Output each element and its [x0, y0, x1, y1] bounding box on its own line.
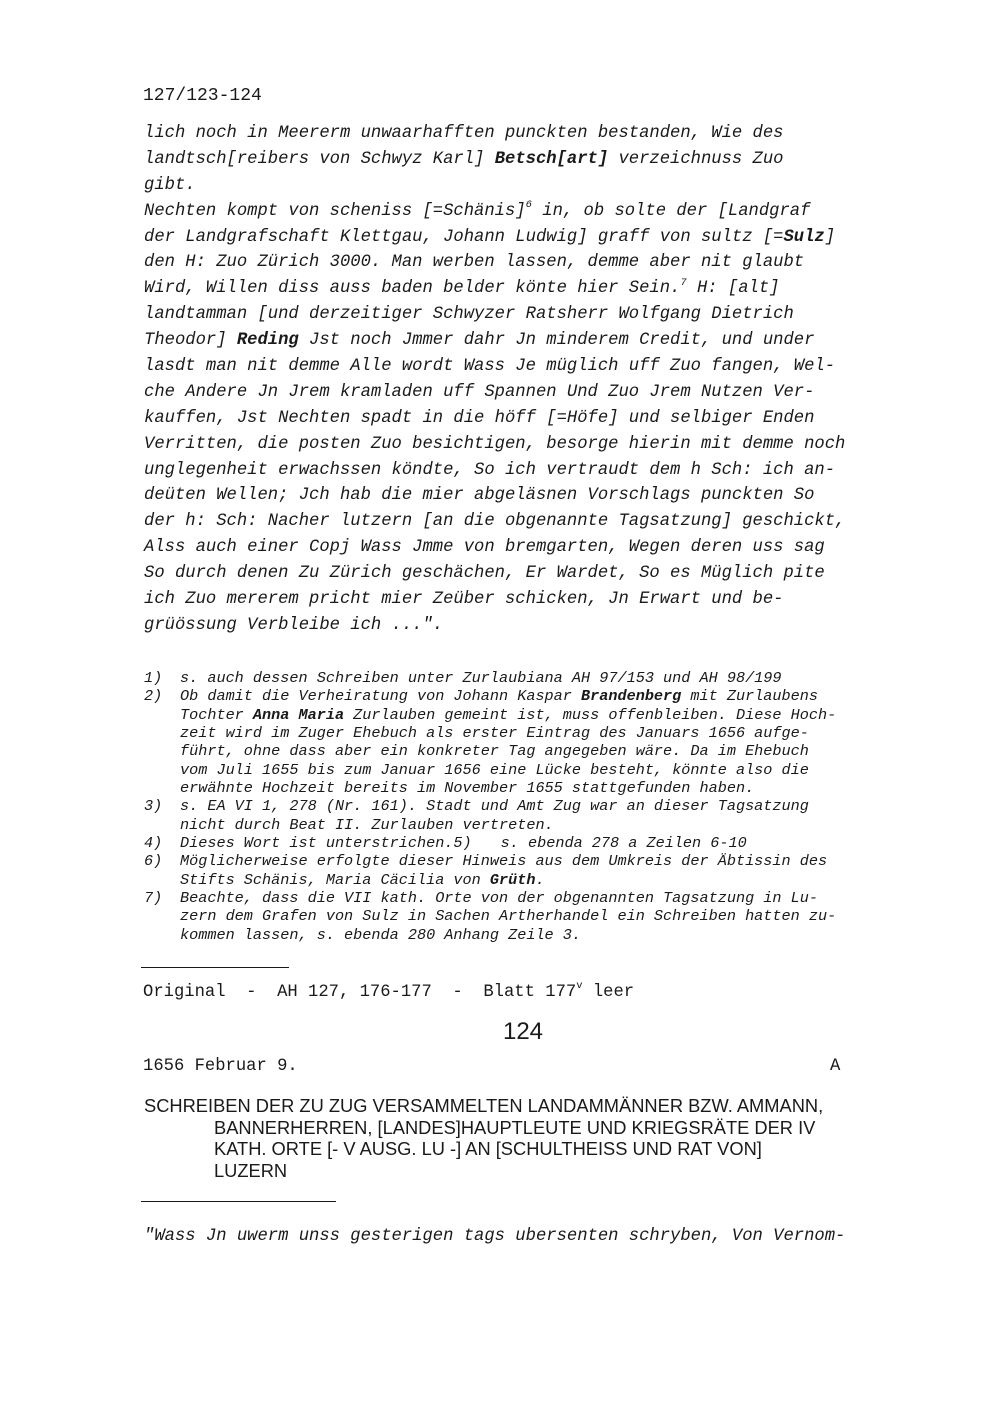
footnote-number [144, 724, 180, 742]
footnote-text [180, 834, 453, 852]
text-run: s. auch dessen Schreiben unter Zurlaubiana AH 97/153 und AH 98/199 [180, 669, 782, 687]
bold-name: Brandenberg [581, 687, 682, 706]
footnote-line [144, 852, 836, 870]
text-run: Möglicherweise erfolgte dieser Hinweis aus dem Umkreis der Äbtissin des [180, 852, 828, 871]
text-run: Beachte, dass die VII kath. Orte von der obgenannten Tagsatzung in Lu- [180, 889, 818, 908]
footnote-number: 4) [144, 834, 163, 853]
footnote-line [144, 797, 836, 815]
footnote-line [144, 669, 836, 687]
text-run: Verritten, die posten Zuo besichtigen, besorge hierin mit demme noch [144, 434, 846, 454]
text-run: . [535, 870, 545, 889]
footnote-text: s. ebenda 278 a Zeilen 6-10 [500, 834, 747, 853]
body-line [144, 199, 845, 225]
footnote-line [144, 907, 836, 925]
body-line [144, 380, 845, 406]
text-run: erwähnte Hochzeit bereits im November 1655 stattgefunden haben. [180, 779, 755, 798]
text-run: Dieses Wort ist unterstrichen. [180, 834, 454, 853]
footnote-number [144, 761, 180, 779]
body-line [144, 302, 845, 328]
body-line [144, 354, 845, 380]
footnote-number: 3) [144, 797, 163, 816]
footnote-number [144, 816, 180, 834]
footnote-number: 6) [144, 852, 163, 871]
text-run: grüössung Verbleibe ich ...". [144, 615, 444, 635]
page-reference: 127/123-124 [143, 86, 262, 106]
text-run: Ob damit die Verheiratung von Johann Kaspar [180, 687, 582, 706]
body-line [144, 535, 845, 561]
text-run: deüten Wellen; Jch hab die mier abgeläsnen Vorschlags punckten So [144, 486, 815, 506]
footnote-text [180, 687, 818, 705]
text-run: ] [824, 227, 836, 247]
footnote-line [144, 706, 836, 724]
footnote-number [144, 907, 180, 925]
footnote-line [144, 687, 836, 705]
text-run: che Andere Jn Jrem kramladen uff Spannen Und Zuo Jrem Nutzen Ver- [144, 382, 815, 402]
body-line [144, 276, 845, 302]
footnote-line [144, 926, 836, 944]
text-run: Zurlauben gemeint ist, muss offenbleiben. Diese Hoch- [344, 705, 837, 724]
text-run: Stifts Schänis, Maria Cäcilia von [180, 870, 490, 889]
text-run: kauffen, Jst Nechten spadt in die höff [=Höfe] und selbiger Enden [144, 408, 815, 428]
footnote-separator-rule [141, 967, 289, 968]
text-run: unglegenheit erwachssen köndte, So ich vertraudt dem h Sch: ich an- [144, 460, 836, 480]
document-letter-code: A [830, 1057, 841, 1076]
footnote-number: 5) [453, 834, 472, 853]
text-run: vom Juli 1655 bis zum Januar 1656 eine Lücke besteht, könnte also die [180, 760, 809, 779]
body-line [144, 173, 845, 199]
document-title [144, 1095, 823, 1181]
text-run: verzeichnuss Zuo [608, 149, 784, 169]
footnote-number [144, 926, 180, 944]
body-line [144, 147, 845, 173]
text-run: der h: Sch: Nacher lutzern [an die obgenannte Tagsatzung] geschickt, [144, 512, 846, 532]
footnote-line [144, 834, 836, 852]
footnote-marker: 6 [525, 198, 532, 211]
body-line [144, 121, 845, 147]
text-run: landtamman [und derzeitiger Schwyzer Ratsherr Wolfgang Dietrich [144, 305, 794, 325]
title-line: SCHREIBEN DER ZU ZUG VERSAMMELTEN LANDAMMÄNNER BZW. AMMANN, [144, 1095, 824, 1116]
footnote-number [144, 779, 180, 797]
footnote-number [144, 706, 180, 724]
letter-body-text [144, 121, 845, 639]
footnote-text [180, 816, 554, 834]
footnote-text [180, 706, 836, 724]
body-line [144, 328, 845, 354]
footnote-line [144, 816, 836, 834]
footnote-line [144, 761, 836, 779]
body-line [144, 458, 845, 484]
text-run: der Landgrafschaft Klettgau, Johann Ludwig] graff von sultz [= [144, 227, 784, 247]
bold-name: Sulz [783, 227, 825, 247]
footnote-line [144, 724, 836, 742]
text-run: gibt. [144, 175, 196, 195]
text-run: zeit wird im Zuger Ehebuch als erster Eintrag des Januars 1656 aufge- [180, 724, 809, 743]
body-line [144, 613, 845, 639]
text-run: s. EA VI 1, 278 (Nr. 161). Stadt und Amt Zug war an dieser Tagsatzung [180, 797, 809, 816]
bold-name: Betsch[art] [494, 149, 609, 169]
footnote-marker: 7 [680, 276, 687, 289]
text-run: Jst noch Jmmer dahr Jn minderem Credit, und under [298, 331, 815, 351]
body-line [144, 250, 845, 276]
footnote-text [180, 889, 818, 907]
footnote-line [144, 871, 836, 889]
body-line [144, 432, 845, 458]
body-line [144, 406, 845, 432]
body-line [144, 561, 845, 587]
footnote-text [180, 779, 754, 797]
footnote-text [180, 907, 836, 925]
document-date: 1656 Februar 9. [143, 1057, 298, 1076]
footnote-text [180, 852, 827, 870]
text-run: lasdt man nit demme Alle wordt Wass Je müglich uff Zuo fangen, Wel- [144, 357, 836, 377]
title-line: BANNERHERREN, [LANDES]HAUPTLEUTE UND KRIEGSRÄTE DER IV [214, 1116, 816, 1138]
text-run: in, ob solte der [Landgraf [531, 201, 811, 221]
text-run: So durch denen Zu Zürich geschächen, Er Wardet, So es Müglich pite [144, 564, 825, 584]
text-run: den H: Zuo Zürich 3000. Man werben lassen, demme aber nit glaubt [144, 253, 805, 273]
title-line: KATH. ORTE [- V AUSG. LU -] AN [SCHULTHEISS UND RAT VON] [214, 1138, 762, 1160]
bold-name: Grüth [489, 870, 536, 889]
text-run: landtsch[reibers von Schwyz Karl] [144, 149, 495, 169]
text-run: mit Zurlaubens [681, 687, 818, 706]
text-run: führt, ohne dass aber ein konkreter Tag angegeben wäre. Da im Ehebuch [180, 742, 809, 761]
body-line [144, 225, 845, 251]
text-run: ich Zuo mererem pricht mier Zeüber schicken, Jn Erwart und be- [144, 590, 784, 610]
footnote-text [180, 724, 809, 742]
footnote-text [180, 926, 581, 944]
footnote-number: 2) [144, 687, 163, 706]
footnote-text [180, 871, 545, 889]
footnote-text [180, 742, 809, 760]
footnote-number: 7) [144, 889, 163, 908]
body-line [144, 483, 845, 509]
text-run: Tochter [180, 705, 253, 724]
letter-opening-quote: "Wass Jn uwerm unss gesterigen tags ubersenten schryben, Von Vernom- [144, 1227, 846, 1246]
body-line [144, 509, 845, 535]
footnote-text [180, 761, 809, 779]
footnote-number [144, 871, 180, 889]
text-run: H: [alt] [686, 279, 780, 299]
title-separator-rule [141, 1201, 336, 1202]
footnote-line [144, 889, 836, 907]
footnote-number: 1) [144, 669, 163, 687]
bold-name: Anna Maria [252, 705, 345, 724]
footnote-text [180, 669, 782, 687]
footnote-text [180, 797, 809, 815]
text-run: Theodor] [144, 331, 237, 351]
text-run: Nechten kompt von scheniss [=Schänis] [144, 201, 526, 221]
footnotes [144, 669, 836, 944]
text-run: Wird, Willen diss auss baden belder könte hier Sein. [144, 279, 681, 299]
bold-name: Reding [236, 331, 299, 351]
title-line: LUZERN [214, 1159, 288, 1181]
body-line [144, 587, 845, 613]
footnote-number [144, 742, 180, 760]
text-run: kommen lassen, s. ebenda 280 Anhang Zeile 3. [180, 925, 582, 944]
footnote-line [144, 779, 836, 797]
footnote-line [144, 742, 836, 760]
document-number: 124 [502, 1018, 544, 1045]
text-run: lich noch in Meererm unwaarhafften punckten bestanden, Wie des [144, 124, 784, 143]
original-source-line: Original - AH 127, 176-177 - Blatt 177$^v$ leer [143, 980, 635, 1002]
text-run: zern dem Grafen von Sulz in Sachen Artherhandel ein Schreiben hatten zu- [180, 907, 837, 926]
text-run: nicht durch Beat II. Zurlauben vertreten. [180, 815, 554, 834]
text-run: Alss auch einer Copj Wass Jmme von bremgarten, Wegen deren uss sag [144, 538, 825, 558]
